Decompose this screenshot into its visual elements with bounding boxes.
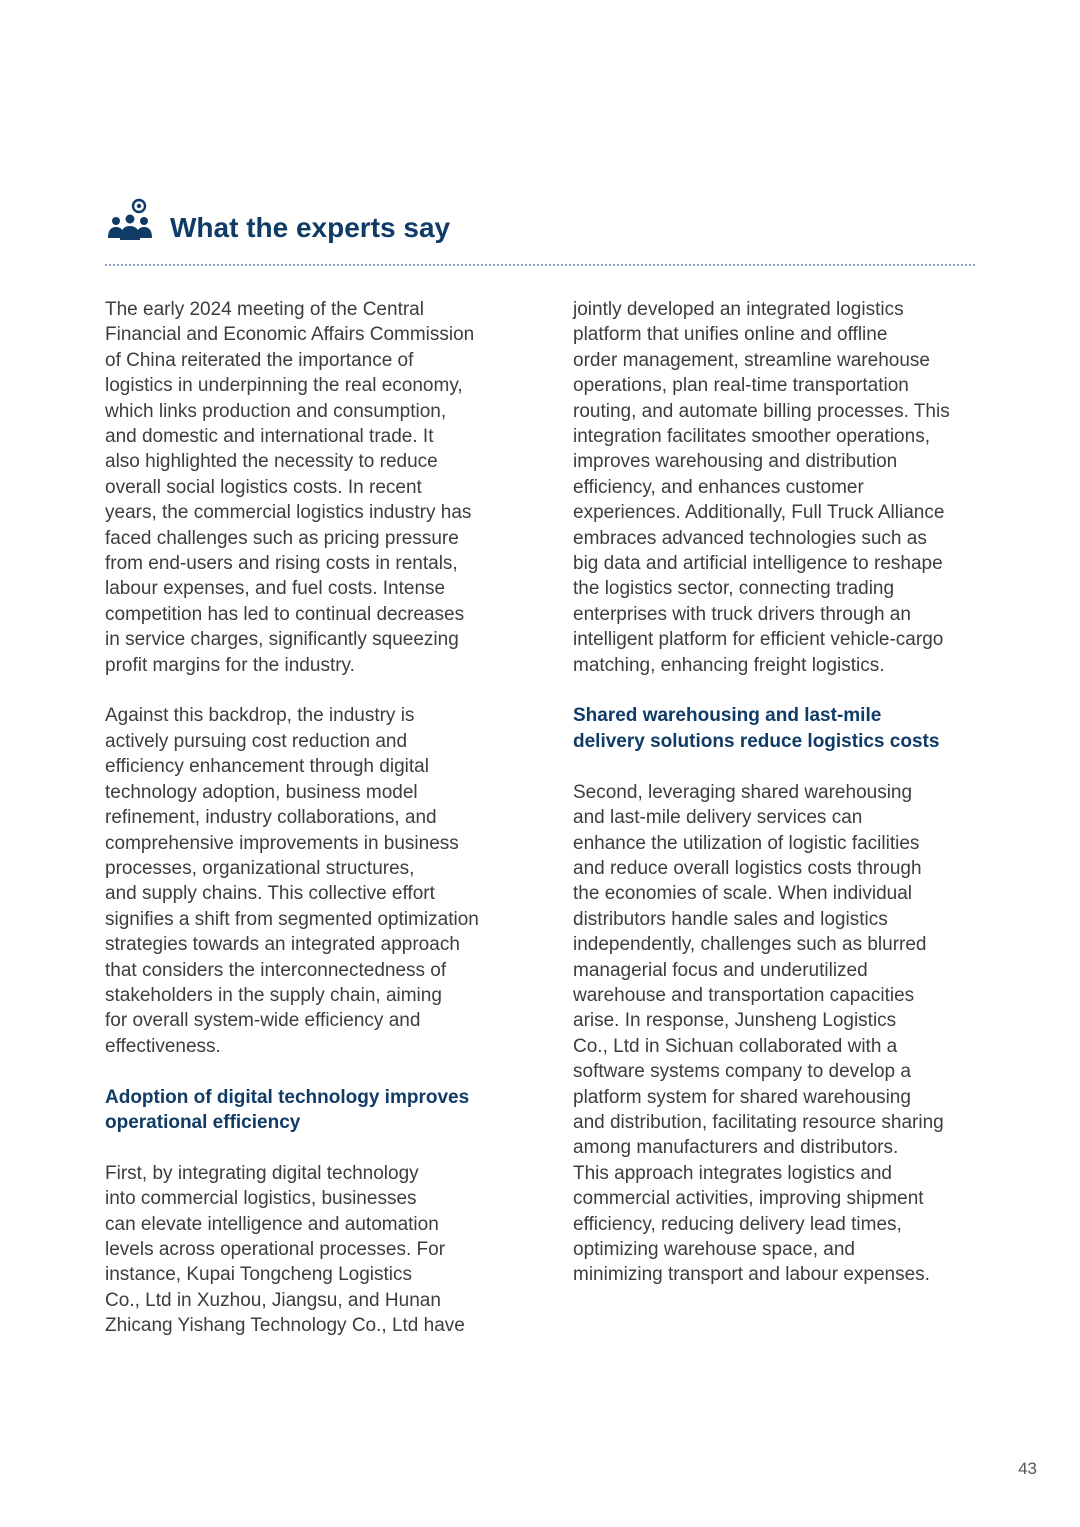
dotted-divider: [105, 264, 975, 266]
paragraph-digital-technology: First, by integrating digital technology into commercial logistics, businesses can elevate intelligence and automation levels across operational processes. For instance, Kupai Tongcheng Logistics Co., Ltd in Xuzhou, Jiangsu, and Hunan Zhicang Yishang Technology Co., Ltd have: [105, 1162, 465, 1337]
paragraph-backdrop: Against this backdrop, the industry is actively pursuing cost reduction and efficiency enhancement through digital technology adoption, business model refinement, industry collaborations, and comprehensive improvements in business processes, organizational structures, and supply chains. This collective effort signifies a shift from segmented optimization strategies towards an integrated approach that considers the interconnectedness of stakeholders in the supply chain, aiming for overall system-wide efficiency and effectiveness.: [105, 705, 479, 1057]
left-column: [105, 297, 510, 1364]
right-column: [573, 297, 983, 1313]
subheading-shared-warehousing: Shared warehousing and last-mile delivery solutions reduce logistics costs: [573, 705, 940, 752]
experts-group-icon: [104, 198, 156, 244]
page-title: What the experts say: [170, 212, 451, 243]
section-header: [104, 184, 450, 244]
paragraph-integrated-platform: jointly developed an integrated logistics platform that unifies online and offline order management, streamline warehouse operations, plan real-time transportation routing, and automate billing processes. This integration facilitates smoother operations, improves warehousing and distribution efficiency, and enhances customer experiences. Additionally, Full Truck Alliance embraces advanced technologies such as big data and artificial intelligence to reshape the logistics sector, connecting trading enterprises with truck drivers through an intelligent platform for efficient vehicle-cargo matching, enhancing freight logistics.: [573, 299, 950, 676]
page-number: 43: [1018, 1459, 1037, 1478]
paragraph-intro: The early 2024 meeting of the Central Financial and Economic Affairs Commission of China reiterated the importance of logistics in underpinning the real economy, which links production and consumption, and domestic and international trade. It also highlighted the necessity to reduce overall social logistics costs. In recent years, the commercial logistics industry has faced challenges such as pricing pressure from end-users and rising costs in rentals, labour expenses, and fuel costs. Intense competition has led to continual decreases in service charges, significantly squeezing profit margins for the industry.: [105, 299, 475, 676]
subheading-digital-technology: Adoption of digital technology improves operational efficiency: [105, 1086, 470, 1133]
paragraph-shared-warehousing: Second, leveraging shared warehousing and last-mile delivery services can enhance the utilization of logistic facilities and reduce overall logistics costs through the economies of scale. When individual distributors handle sales and logistics independently, challenges such as blurred managerial focus and underutilized warehouse and transportation capacities arise. In response, Junsheng Logistics Co., Ltd in Sichuan collaborated with a software systems company to develop a platform system for shared warehousing and distribution, facilitating resource sharing among manufacturers and distributors. This approach integrates logistics and commercial activities, improving shipment efficiency, reducing delivery lead times, optimizing warehouse space, and minimizing transport and labour expenses.: [573, 781, 944, 1286]
